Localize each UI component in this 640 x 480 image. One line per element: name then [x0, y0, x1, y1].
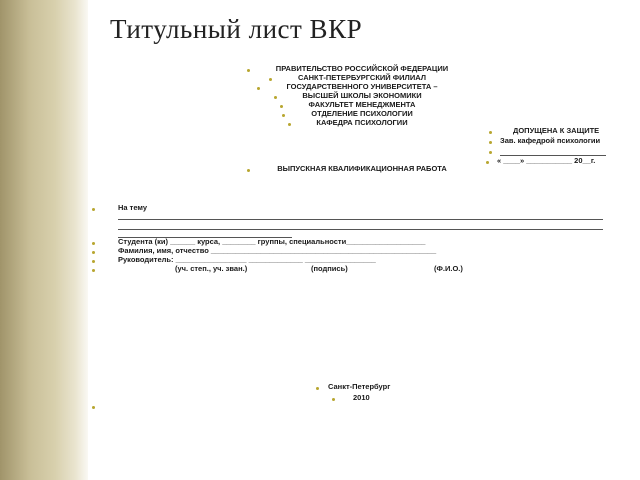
approval-date: « ____» ___________ 20__г. [497, 156, 596, 165]
caption-signature: (подпись) [311, 264, 348, 273]
bullet-icon [247, 69, 250, 72]
bullet-icon [92, 406, 95, 409]
footer-year: 2010 [353, 393, 370, 402]
header-line-branch: САНКТ-ПЕТЕРБУРГСКИЙ ФИЛИАЛ [298, 73, 426, 82]
bullet-icon [489, 151, 492, 154]
bullet-icon [316, 387, 319, 390]
bullet-icon [92, 260, 95, 263]
topic-line-2 [118, 229, 603, 230]
header-line-school: ВЫСШЕЙ ШКОЛЫ ЭКОНОМИКИ [302, 91, 422, 100]
student-line: Студента (ки) ______ курса, ________ группы, специальности___________________ [118, 237, 426, 246]
header-line-government: ПРАВИТЕЛЬСТВО РОССИЙСКОЙ ФЕДЕРАЦИИ [275, 64, 449, 73]
caption-name: (Ф.И.О.) [434, 264, 463, 273]
decorative-left-band [0, 0, 88, 480]
footer-city: Санкт-Петербург [328, 382, 391, 391]
bullet-icon [92, 208, 95, 211]
work-type: ВЫПУСКНАЯ КВАЛИФИКАЦИОННАЯ РАБОТА [277, 164, 447, 173]
bullet-icon [92, 251, 95, 254]
header-line-department: ОТДЕЛЕНИЕ ПСИХОЛОГИИ [311, 109, 413, 118]
topic-label: На тему [118, 203, 148, 212]
caption-degree: (уч. степ., уч. зван.) [175, 264, 248, 273]
bullet-icon [92, 242, 95, 245]
approval-admitted: ДОПУЩЕНА К ЗАЩИТЕ [513, 126, 600, 135]
bullet-icon [489, 131, 492, 134]
bullet-icon [489, 141, 492, 144]
bullet-icon [332, 398, 335, 401]
supervisor-line: Руководитель: _________________ _____________ _________________ [118, 255, 376, 264]
header-line-chair: КАФЕДРА ПСИХОЛОГИИ [316, 118, 408, 127]
header-line-university: ГОСУДАРСТВЕННОГО УНИВЕРСИТЕТА – [286, 82, 438, 91]
bullet-icon [486, 161, 489, 164]
approval-head: Зав. кафедрой психологии [500, 136, 601, 145]
name-line: Фамилия, имя, отчество ______________________________________________________ [118, 246, 437, 255]
header-line-faculty: ФАКУЛЬТЕТ МЕНЕДЖМЕНТА [308, 100, 416, 109]
bullet-icon [92, 269, 95, 272]
topic-line-1 [118, 219, 603, 220]
slide-title: Титульный лист ВКР [110, 14, 363, 44]
bullet-icon [247, 169, 250, 172]
